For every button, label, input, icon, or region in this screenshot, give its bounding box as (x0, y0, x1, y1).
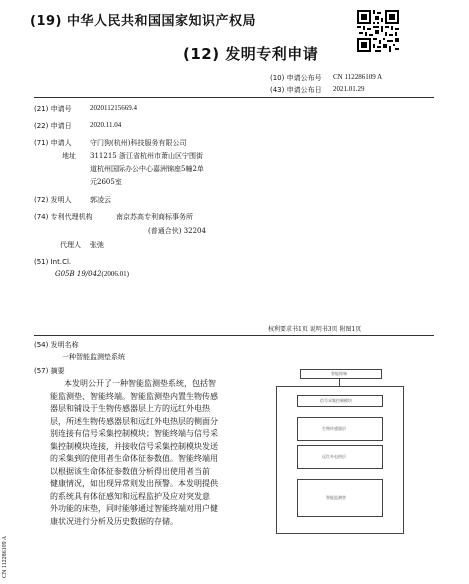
agency-name-line-2: (普通合伙) 32204 (148, 227, 206, 235)
applicant-label: (71) 申请人 (34, 139, 72, 147)
inventor-label: (72) 发明人 (34, 196, 72, 204)
patent-office-heading: (19) 中华人民共和国国家知识产权局 (30, 14, 256, 29)
applicant-name: 守门狗(杭州)科技服务有限公司 (90, 139, 187, 147)
header-divider (34, 97, 434, 98)
inventor-name: 郭凌云 (90, 196, 111, 204)
figure-box-sensor-layer (297, 417, 383, 441)
section-divider (34, 335, 434, 336)
application-date-label: (22) 申请日 (34, 122, 72, 130)
abstract-line: 以根据该生命体征参数值分析得出使用者当前 (50, 466, 210, 476)
figure-label: 智能终端 (331, 371, 347, 376)
figure-box-monitor-pad (297, 479, 383, 517)
agent-label: 代理人 (60, 241, 81, 249)
publication-date-label: (43) 申请公布日 (270, 86, 322, 94)
publication-number-label: (10) 申请公布号 (270, 74, 322, 82)
agent-name: 张弛 (90, 241, 104, 249)
side-publication-number: CN 112286109 A (2, 535, 8, 578)
address-label: 地址 (62, 152, 76, 160)
invention-title: 一种智能监测垫系统 (62, 353, 125, 361)
title-label: (54) 发明名称 (34, 341, 79, 349)
abstract-text (50, 378, 218, 528)
abstract-line: 器层和铺设于生物传感器层上方的远红外电热 (50, 404, 210, 413)
abstract-line: 的系统具有体征感知和远程监护及应对突发意 (50, 491, 210, 501)
figure-box-terminal (300, 369, 382, 379)
agency-name-line-1: 南京苏高专利商标事务所 (116, 213, 193, 221)
agency-label: (74) 专利代理机构 (34, 213, 93, 221)
address-line-2: 道杭州国际办公中心嘉洲锦座5幢2单 (90, 165, 204, 173)
address-line-1: 311215 浙江省杭州市萧山区宁围街 (90, 152, 203, 160)
figure-label: 远红外电热层 (322, 454, 346, 459)
int-cl-value (55, 270, 129, 278)
abstract-line: 别连接有信号采集控制模块；智能终端与信号采 (50, 429, 218, 438)
application-date: 2020.11.04 (90, 121, 122, 129)
int-cl-code: G05B 19/042 (55, 270, 102, 278)
abstract-line: 的采集到的使用者生命体征参数值。智能终端用 (50, 454, 218, 463)
abstract-line: 本发明公开了一种智能监测垫系统，包括智 (64, 379, 216, 388)
figure-label: 信号采集控制模块 (320, 398, 352, 403)
abstract-line: 外功能的床垫，同时能够通过智能终端对用户健 (50, 504, 218, 513)
figure-box-mat (276, 386, 404, 534)
figure-box-heating-layer (297, 445, 383, 469)
application-number-label: (21) 申请号 (34, 105, 72, 113)
publication-date: 2021.01.29 (333, 85, 365, 93)
abstract-label: (57) 摘要 (34, 367, 65, 375)
qr-code-icon (357, 10, 399, 52)
application-number: 202011215669.4 (90, 104, 137, 112)
publication-number: CN 112286109 A (333, 73, 383, 81)
figure-connector (339, 378, 340, 386)
abstract-line: 健康情况，如出现异常则发出预警。本发明提供 (50, 479, 218, 488)
page-counts: 权利要求书1页 说明书3页 附图1页 (268, 326, 362, 333)
abstract-line: 层，所述生物传感器层和远红外电热层的侧面分 (50, 416, 218, 426)
int-cl-date: (2006.01) (101, 270, 129, 278)
abstract-line: 能监测垫、智能终端。智能监测垫内置生物传感 (50, 391, 218, 401)
abstract-line: 集控制模块连接，并接收信号采集控制模块发送 (50, 441, 218, 451)
abstract-line: 康状况进行分析及历史数据的存储。 (50, 516, 178, 526)
address-line-3: 元2605室 (90, 178, 122, 186)
figure-box-signal-module (297, 395, 383, 407)
figure-label: 智能监测垫 (326, 495, 346, 500)
document-type-heading: (12) 发明专利申请 (183, 45, 319, 63)
figure-label: 生物传感器层 (322, 426, 346, 431)
int-cl-label: (51) Int.Cl. (34, 258, 72, 266)
